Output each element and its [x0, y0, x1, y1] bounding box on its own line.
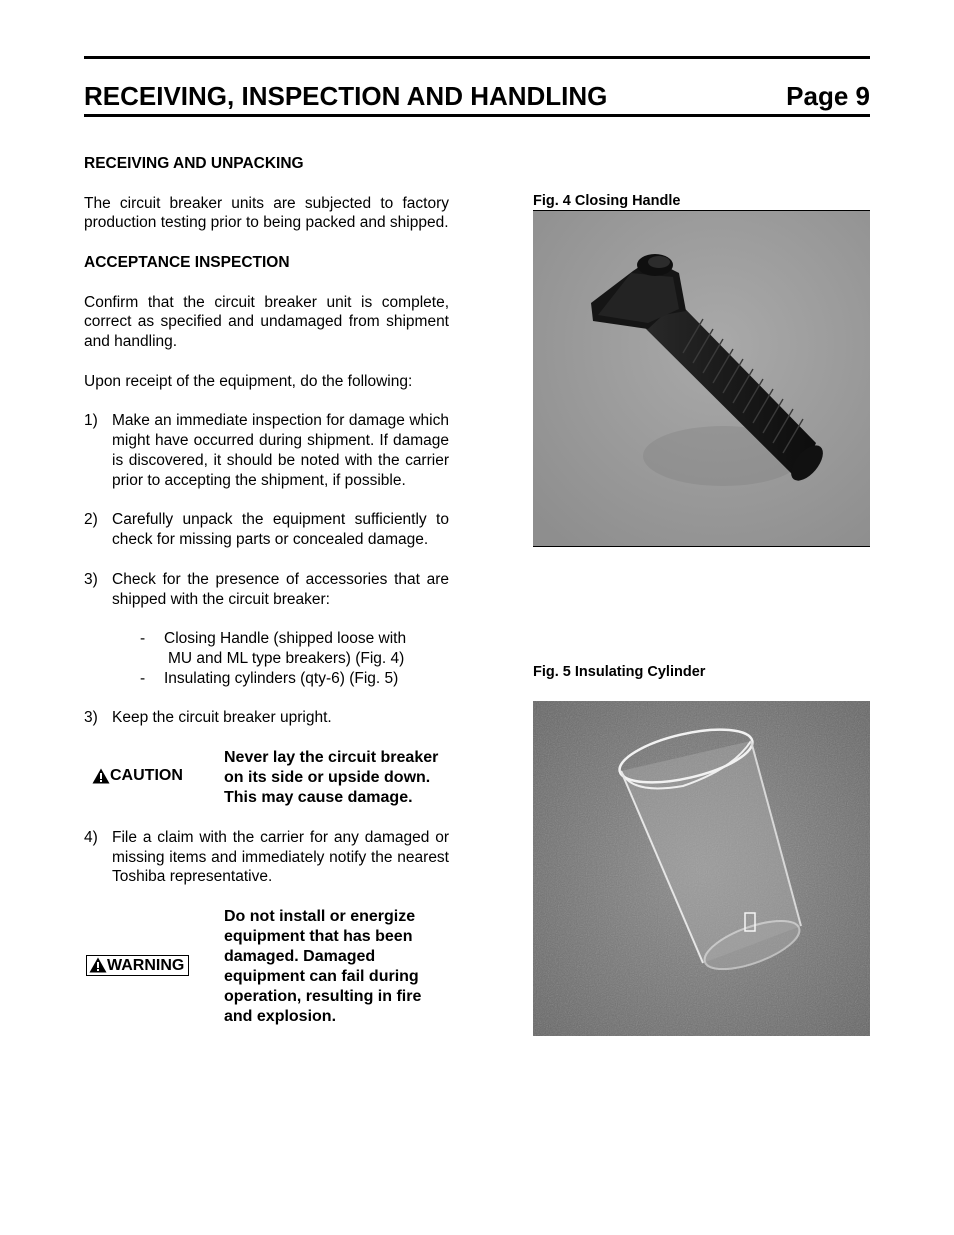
list-item-text: Carefully unpack the equipment sufficiently to check for missing parts or concealed damage. — [112, 511, 449, 549]
section-heading-receiving: RECEIVING AND UNPACKING — [84, 155, 304, 172]
accessory-text-line: Insulating cylinders (qty-6) (Fig. 5) — [164, 669, 399, 687]
list-item-number: 1) — [84, 412, 98, 430]
fig5-caption: Fig. 5 Insulating Cylinder — [533, 664, 706, 680]
receipt-intro: Upon receipt of the equipment, do the following: — [84, 372, 413, 390]
list-item — [84, 411, 449, 490]
warning-label-text: WARNING — [107, 956, 185, 974]
list-item — [84, 510, 449, 550]
acceptance-paragraph: Confirm that the circuit breaker unit is complete, correct as specified and undamaged from shipment and handling. — [84, 293, 449, 351]
left-column — [84, 154, 449, 1027]
section-heading-acceptance: ACCEPTANCE INSPECTION — [84, 253, 290, 271]
bullet-dash: - — [140, 669, 146, 687]
caution-message: Never lay the circuit breaker on its side or upside down. This may cause damage. — [224, 748, 439, 806]
list-item-text: Keep the circuit breaker upright. — [112, 709, 332, 727]
list-item-text: File a claim with the carrier for any damaged or missing items and immediately notify the nearest Toshiba representative. — [112, 828, 449, 886]
list-item-number: 3) — [84, 570, 98, 588]
list-item-text: Check for the presence of accessories that are shipped with the circuit breaker: — [112, 570, 449, 608]
warning-message: Do not install or energize equipment that has been damaged. Damaged equipment can fail during operation, resulting in fire and explosion. — [224, 907, 422, 1025]
list-item-number: 4) — [84, 828, 98, 846]
caution-label-text: CAUTION — [110, 767, 183, 785]
accessory-item — [140, 669, 449, 689]
accessory-text-line: MU and ML type breakers) (Fig. 4) — [168, 649, 405, 667]
accessory-text-line: Closing Handle (shipped loose with — [164, 630, 407, 648]
caution-label — [92, 766, 183, 786]
receiving-paragraph: The circuit breaker units are subjected to factory production testing prior to being packed and shipped. — [84, 194, 449, 232]
page-number: Page 9 — [786, 81, 870, 111]
list-item — [84, 708, 449, 728]
fig4-caption: Fig. 4 Closing Handle — [533, 193, 681, 209]
list-item — [84, 570, 449, 610]
top-rule — [84, 56, 870, 59]
list-item-number: 2) — [84, 511, 98, 529]
caution-notice — [84, 748, 449, 808]
warning-triangle-icon — [92, 768, 110, 784]
closing-handle-photo — [533, 210, 870, 547]
list-item — [84, 828, 449, 887]
insulating-cylinder-photo — [533, 701, 870, 1036]
list-item-number: 3) — [84, 709, 98, 727]
page-header — [84, 80, 870, 117]
warning-triangle-icon — [89, 957, 107, 973]
warning-notice — [84, 907, 449, 1027]
page-title: RECEIVING, INSPECTION AND HANDLING — [84, 81, 608, 111]
warning-label — [86, 955, 189, 977]
accessory-item — [140, 629, 449, 669]
bullet-dash: - — [140, 630, 146, 648]
list-item-text: Make an immediate inspection for damage which might have occurred during shipment. If damage is discovered, it should be noted with the carrier prior to accepting the shipment, if possible. — [112, 412, 449, 489]
